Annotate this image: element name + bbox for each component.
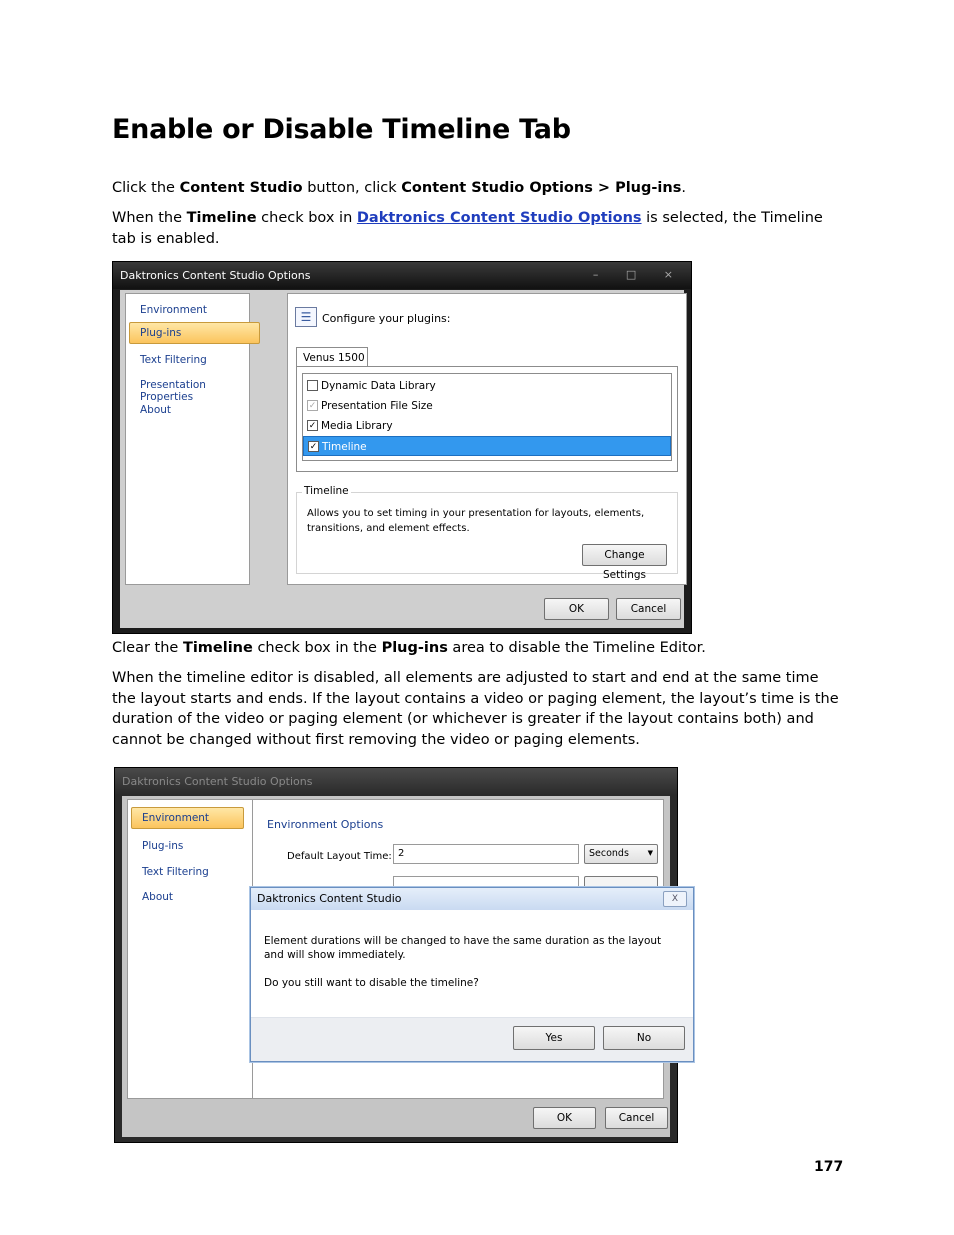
nav-item-text-filtering[interactable]: Text Filtering: [140, 354, 207, 366]
options-dialog-plugins: [112, 261, 692, 634]
nav-item-plugins[interactable]: Plug-ins: [142, 840, 184, 852]
dialog-titlebar: [113, 262, 691, 289]
plugin-item-timeline[interactable]: [303, 436, 671, 456]
second-select-partial[interactable]: [584, 876, 658, 886]
no-button[interactable]: No: [603, 1026, 685, 1050]
plugin-label: Presentation File Size: [321, 400, 433, 412]
second-input-partial[interactable]: [393, 876, 579, 886]
group-title: Timeline: [304, 485, 349, 497]
options-link[interactable]: Daktronics Content Studio Options: [356, 210, 642, 226]
nav-item-environment[interactable]: Environment: [140, 304, 208, 316]
text: Clear the: [112, 640, 183, 656]
text: area to disable the Timeline Editor.: [447, 640, 706, 656]
dialog-titlebar: [115, 768, 677, 795]
checkbox[interactable]: ✓: [308, 421, 317, 431]
bold-text: Content Studio: [179, 180, 303, 196]
checkbox[interactable]: [307, 380, 318, 391]
tab-venus-1500[interactable]: Venus 1500: [296, 347, 368, 367]
paragraph-timeline-enabled: [112, 208, 842, 249]
plugin-label: Timeline: [322, 441, 367, 453]
dialog-title: Daktronics Content Studio Options: [122, 775, 313, 788]
plugins-panel: [287, 293, 687, 585]
text: When the: [112, 210, 187, 226]
nav-item-presentation-properties[interactable]: Presentation Properties: [140, 379, 206, 403]
options-nav: [125, 293, 250, 585]
time-unit-select[interactable]: [584, 844, 658, 864]
change-settings-button[interactable]: Change Settings: [582, 544, 667, 566]
msgbox-footer: [251, 1017, 693, 1061]
plugin-item-presentation-file-size[interactable]: [303, 396, 671, 416]
plugin-description: Allows you to set timing in your presentation for layouts, elements, transitions, and element effects.: [307, 508, 645, 534]
msgbox-question: Do you still want to disable the timeline?: [264, 977, 479, 989]
nav-item-about[interactable]: About: [142, 891, 174, 903]
text: check box in: [256, 210, 357, 226]
plugin-list: [302, 373, 672, 461]
bold-text: Content Studio Options > Plug-ins: [401, 180, 682, 196]
nav-item-environment[interactable]: Environment: [131, 807, 244, 829]
text: .: [681, 180, 686, 196]
options-nav: [127, 799, 253, 1099]
plugin-description-group: [296, 492, 678, 581]
bold-text: Plug-ins: [381, 640, 448, 656]
checkbox[interactable]: ✓: [308, 401, 317, 411]
close-icon[interactable]: X: [663, 891, 687, 907]
nav-item-about[interactable]: About: [140, 404, 172, 416]
chevron-down-icon: ▼: [647, 849, 653, 857]
configure-label: Configure your plugins:: [322, 312, 451, 325]
paragraph-instructions: [112, 178, 842, 199]
default-layout-time-input[interactable]: 2: [393, 844, 579, 864]
text: is selected, the Timeline tab is enabled.: [112, 210, 823, 247]
bold-text: Timeline: [182, 640, 253, 656]
ok-button[interactable]: OK: [533, 1107, 596, 1129]
msgbox-title: Daktronics Content Studio: [257, 892, 402, 905]
msgbox-message: Element durations will be changed to have the same duration as the layout and will show immediately.: [264, 935, 662, 961]
default-layout-time-label: Default Layout Time:: [287, 851, 392, 862]
paragraph-disabled-behavior: When the timeline editor is disabled, all elements are adjusted to start and end at the same time the layout starts and ends. If the layout contains a video or paging element, the layout’s time is the duration of the video or paging element (or whichever is greater if the layout contains both) and cannot be changed without first removing the video or paging elements.: [112, 670, 839, 748]
tab-content: [296, 366, 678, 472]
page-number: 177: [814, 1159, 844, 1175]
text: check box in the: [252, 640, 382, 656]
cancel-button[interactable]: Cancel: [616, 598, 681, 620]
yes-button[interactable]: Yes: [513, 1026, 595, 1050]
bold-text: Timeline: [186, 210, 257, 226]
page-heading: Enable or Disable Timeline Tab: [112, 114, 571, 145]
window-controls[interactable]: – □ ×: [592, 268, 685, 281]
ok-button[interactable]: OK: [544, 598, 609, 620]
cancel-button[interactable]: Cancel: [605, 1107, 668, 1129]
text: button, click: [302, 180, 402, 196]
msgbox-titlebar: [251, 888, 693, 910]
environment-options-title: Environment Options: [267, 818, 384, 831]
checklist-icon: ☰: [295, 307, 317, 327]
dialog-title: Daktronics Content Studio Options: [120, 269, 311, 282]
plugin-item-media-library[interactable]: [303, 416, 671, 436]
nav-item-plugins[interactable]: Plug-ins: [129, 322, 260, 344]
nav-item-text-filtering[interactable]: Text Filtering: [142, 866, 209, 878]
text: Click the: [112, 180, 180, 196]
plugin-item-dynamic-data-library[interactable]: [303, 376, 671, 396]
confirm-disable-timeline-dialog: [250, 887, 694, 1062]
plugin-label: Dynamic Data Library: [321, 380, 436, 392]
select-value: Seconds: [589, 848, 629, 859]
checkbox[interactable]: ✓: [309, 442, 318, 452]
plugin-label: Media Library: [321, 420, 393, 432]
paragraph-clear-timeline: [112, 638, 842, 659]
dialog-client: [120, 290, 684, 628]
